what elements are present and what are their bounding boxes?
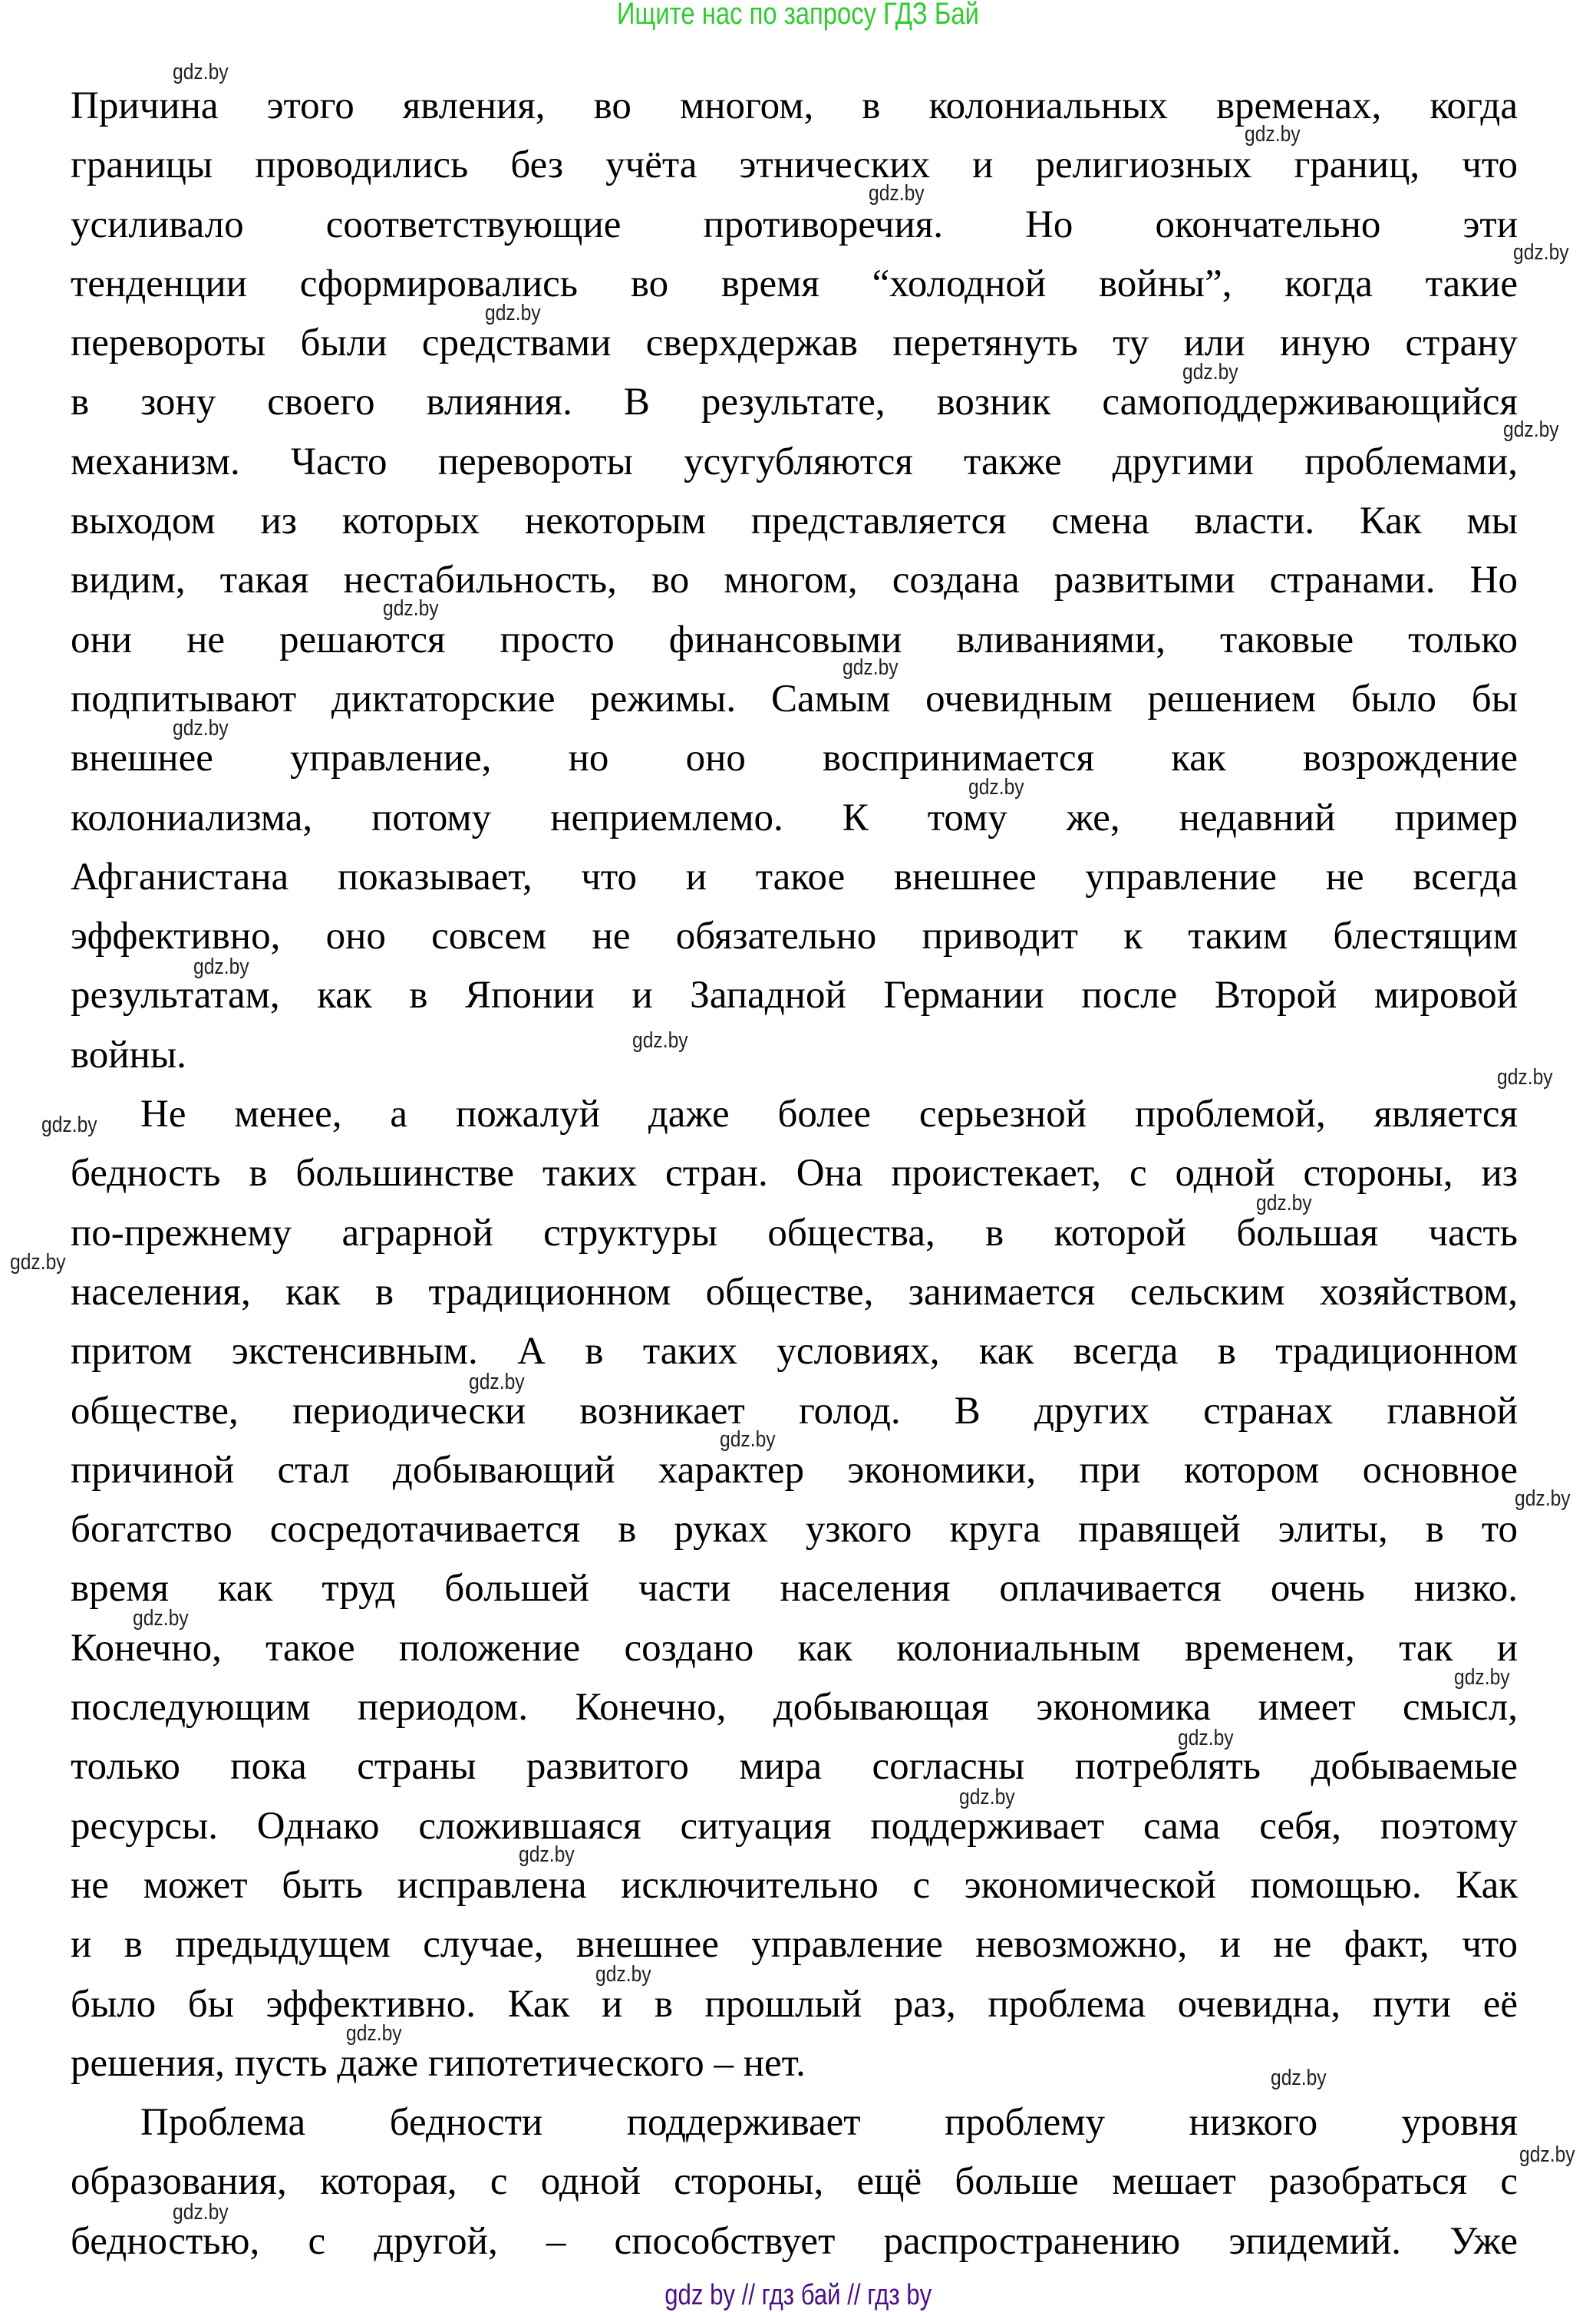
text-line: Проблема бедности поддерживает проблему низкого уровня [140, 2101, 1518, 2145]
text-line: выходом из которых некоторым представляется смена власти. Как мы [71, 500, 1518, 543]
text-line: Причина этого явления, во многом, в колониальных временах, когда [71, 84, 1518, 127]
watermark-text: gdz.by [133, 1605, 189, 1631]
text-line: и в предыдущем случае, внешнее управление невозможно, и не факт, что [71, 1923, 1518, 1967]
text-line: видим, такая нестабильность, во многом, создана развитыми странами. Но [71, 559, 1518, 602]
watermark-text: gdz.by [41, 1112, 97, 1137]
watermark-text: gdz.by [869, 181, 925, 206]
text-line: притом экстенсивным. А в таких условиях, как всегда в традиционном [71, 1330, 1518, 1374]
text-line: ресурсы. Однако сложившаяся ситуация поддерживает сама себя, поэтому [71, 1804, 1518, 1848]
text-line: по-прежнему аграрной структуры общества, в которой большая часть [71, 1211, 1518, 1255]
watermark-text: gdz.by [173, 60, 229, 85]
text-line: населения, как в традиционном обществе, занимается сельским хозяйством, [71, 1270, 1518, 1314]
watermark-text: gdz.by [1244, 122, 1301, 147]
text-line: колониализма, потому неприемлемо. К тому же, недавний пример [71, 796, 1518, 839]
header-text: Ищите нас по запросу ГДЗ Бай [616, 0, 980, 31]
watermark-text: gdz.by [1515, 1486, 1571, 1511]
text-line: было бы эффективно. Как и в прошлый раз, проблема очевидна, пути её [71, 1982, 1518, 2026]
watermark-text: gdz.by [193, 954, 249, 979]
text-line: они не решаются просто финансовыми вливаниями, таковые только [71, 618, 1518, 661]
text-line: время как труд большей части населения оплачивается очень низко. [71, 1567, 1518, 1611]
text-line: бедность в большинстве таких стран. Она проистекает, с одной стороны, из [71, 1152, 1518, 1196]
watermark-text: gdz.by [842, 655, 899, 681]
watermark-text: gdz.by [1256, 1190, 1312, 1215]
watermark-text: gdz.by [1271, 2065, 1327, 2090]
watermark-text: gdz.by [484, 301, 541, 326]
watermark-text: gdz.by [173, 2200, 229, 2225]
text-line: Афганистана показывает, что и такое внешнее управление не всегда [71, 855, 1518, 899]
watermark-text: gdz.by [958, 1784, 1015, 1809]
document-body [71, 77, 1518, 2271]
header-banner [0, 0, 1596, 31]
text-line: последующим периодом. Конечно, добывающая экономика имеет смысл, [71, 1686, 1518, 1730]
footer-banner [0, 2279, 1596, 2312]
watermark-text: gdz.by [382, 596, 439, 622]
text-line: Не менее, а пожалуй даже более серьезной проблемой, является [140, 1093, 1518, 1136]
text-line: не может быть исправлена исключительно с экономической помощью. Как [71, 1863, 1518, 1907]
text-line: причиной стал добывающий характер экономики, при котором основное [71, 1448, 1518, 1492]
watermark-text: gdz.by [1502, 417, 1559, 443]
text-line: бедностью, с другой, – способствует распространению эпидемий. Уже [71, 2219, 1518, 2263]
watermark-text: gdz.by [519, 1842, 575, 1868]
text-line: перевороты были средствами сверхдержав перетянуть ту или иную страну [71, 322, 1518, 365]
watermark-text: gdz.by [468, 1369, 525, 1394]
text-line: тенденции сформировались во время “холодной войны”, когда такие [71, 262, 1518, 305]
text-line: Конечно, такое положение создано как колониальным временем, так и [71, 1626, 1518, 1670]
text-line: усиливало соответствующие противоречия. Но окончательно эти [71, 203, 1518, 246]
watermark-text: gdz.by [719, 1426, 776, 1452]
text-line: механизм. Часто перевороты усугубляются также другими проблемами, [71, 440, 1518, 483]
text-line: границы проводились без учёта этнических и религиозных границ, что [71, 143, 1518, 187]
watermark-text: gdz.by [1497, 1064, 1553, 1090]
watermark-text: gdz.by [345, 2021, 402, 2046]
text-line: результатам, как в Японии и Западной Германии после Второй мировой [71, 974, 1518, 1017]
text-line: образования, которая, с одной стороны, ещё больше мешает разобраться с [71, 2160, 1518, 2204]
footer-text: gdz by // гдз бай // гдз by [664, 2279, 932, 2311]
watermark-text: gdz.by [632, 1027, 688, 1053]
text-line: подпитывают диктаторские режимы. Самым очевидным решением было бы [71, 677, 1518, 721]
watermark-text: gdz.by [10, 1249, 67, 1275]
watermark-text: gdz.by [1519, 2142, 1575, 2168]
text-line: только пока страны развитого мира согласны потреблять добываемые [71, 1745, 1518, 1789]
text-line: решения, пусть даже гипотетического – нет. [71, 2041, 806, 2085]
watermark-text: gdz.by [595, 1962, 651, 1987]
text-line: войны. [71, 1033, 186, 1077]
watermark-text: gdz.by [1182, 360, 1238, 385]
watermark-text: gdz.by [1178, 1725, 1234, 1750]
text-line: внешнее управление, но оно воспринимается как возрождение [71, 737, 1518, 780]
watermark-text: gdz.by [968, 775, 1024, 800]
text-line: обществе, периодически возникает голод. В других странах главной [71, 1389, 1518, 1433]
text-line: в зону своего влияния. В результате, возник самоподдерживающийся [71, 381, 1518, 424]
text-line: эффективно, оно совсем не обязательно приводит к таким блестящим [71, 915, 1518, 958]
watermark-text: gdz.by [1454, 1664, 1510, 1690]
text-line: богатство сосредотачивается в руках узкого круга правящей элиты, в то [71, 1508, 1518, 1552]
watermark-text: gdz.by [173, 716, 229, 741]
watermark-text: gdz.by [1513, 240, 1569, 266]
